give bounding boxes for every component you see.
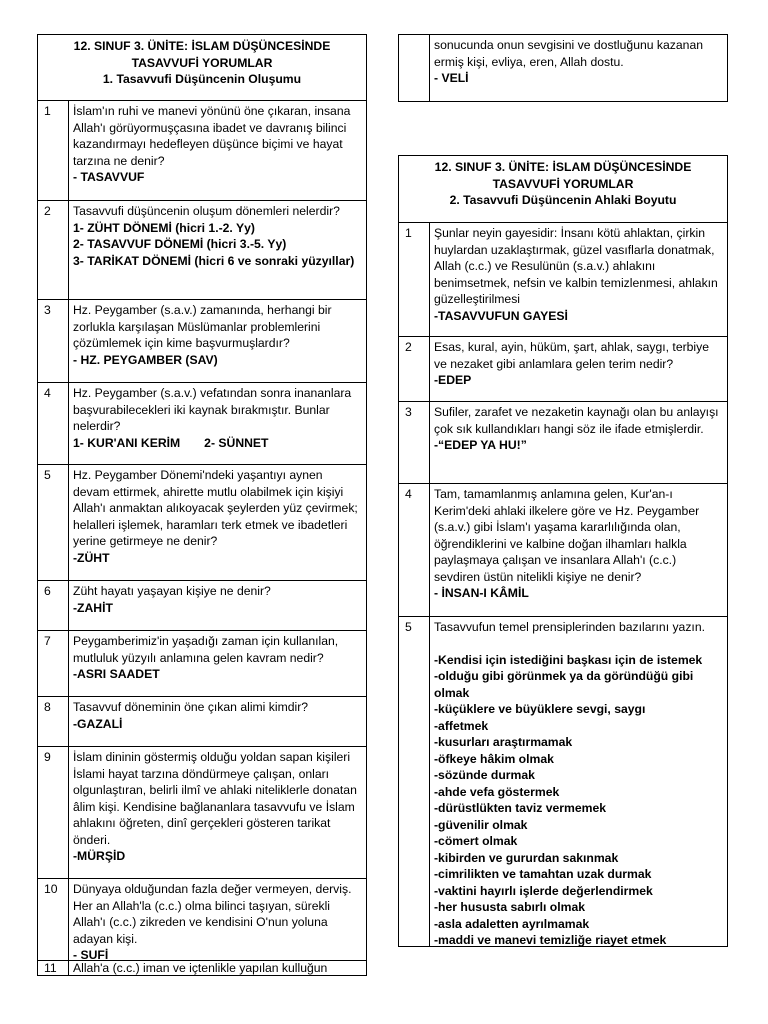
question-text: Şunlar neyin gayesidir: İnsanı kötü ahlaktan, çirkin huylardan uzaklaştırmak, güzel vasıflarla donatmak, Allah (c.c.) ve Resulünün (s.a.v.) ahlakını benimsetmek, nefsin ve kalbin temizlenmesi, ahlakın güzelleştirilmesi	[434, 226, 718, 306]
table-row	[38, 201, 366, 300]
answer-text: -ASRI SAADET	[73, 667, 160, 681]
table-row	[399, 337, 727, 402]
answer-text: -TASAVVUFUN GAYESİ	[434, 308, 568, 323]
answer-text: -ZAHİT	[73, 600, 113, 615]
row-number: 8	[38, 697, 69, 746]
row-content	[69, 697, 366, 746]
answer-text: -GAZALİ	[73, 716, 123, 731]
answer-text: 3- TARİKAT DÖNEMİ (hicri 6 ve sonraki yüzyıllar)	[73, 253, 355, 268]
question-text: Esas, kural, ayin, hüküm, şart, ahlak, saygı, terbiye ve nezaket gibi anlamlara gelen terim nedir?	[434, 340, 710, 371]
row-content	[69, 631, 366, 696]
row-content	[69, 961, 366, 975]
principle-item: -her hususta sabırlı olmak	[434, 900, 586, 914]
question-text: Tam, tamamlanmış anlamına gelen, Kur'an-ı Kerim'deki ahlaki ilkelere göre ve Hz. Peygamber (s.a.v.) gibi İslam'ı yaşama kararlılığında olan, öğrendiklerini ve kalbine doğan ilhamları halkla paylaşmaya çalışan ve insanlara Allah'ı (c.c.) sevdiren üstün nitelikli kişiye ne denir?	[434, 487, 700, 584]
principle-item: -vaktini hayırlı işlerde değerlendirmek	[434, 883, 653, 898]
row-content	[430, 35, 727, 101]
table-row	[38, 383, 366, 465]
row-content	[69, 383, 366, 464]
row-content	[69, 581, 366, 630]
principle-item: -küçüklere ve büyüklere sevgi, saygı	[434, 702, 646, 716]
principle-item: -Kendisi için istediğini başkası için de istemek	[434, 652, 703, 667]
question-text: Hz. Peygamber (s.a.v.) zamanında, herhangi bir zorlukla karşılaşan Müslümanlar problemlerini çözümlemek için kime başvurmuşlardır?	[73, 303, 332, 350]
row-content	[69, 747, 366, 878]
principle-item: -olduğu gibi görünmek ya da göründüğü gibi olmak	[434, 669, 694, 700]
header-line-2: TASAVVUFİ YORUMLAR	[492, 176, 634, 191]
principle-item: -öfkeye hâkim olmak	[434, 751, 554, 766]
table-row	[38, 101, 366, 201]
row-number: 3	[399, 402, 430, 483]
row-number: 5	[38, 465, 69, 580]
principle-item: -ahde vefa göstermek	[434, 784, 560, 799]
answer-text: -ZÜHT	[73, 550, 110, 565]
question-text: Dünyaya olduğundan fazla değer vermeyen, derviş. Her an Allah'la (c.c.) olma bilinci taşıyan, sürekli Allah'ı (c.c.) zikreden ve kendisini O'nun yoluna adayan kişi.	[73, 882, 352, 946]
row-number: 1	[38, 101, 69, 200]
question-text: Tasavvufi düşüncenin oluşum dönemleri nelerdir?	[73, 204, 340, 218]
question-text: Hz. Peygamber Dönemi'ndeki yaşantıyı aynen devam ettirmek, ahirette mutlu olabilmek için kişiyi Allah'ı anmaktan alıkoyacak şeylerden yüz çevirmek; helalleri işlemek, haramları terk etmek ve ibadetleri yerine getirmeye ne denir?	[73, 468, 358, 548]
table-row	[38, 631, 366, 697]
table-row	[399, 402, 727, 484]
table-row	[399, 617, 727, 946]
question-text: İslam'ın ruhi ve manevi yönünü öne çıkaran, insana Allah'ı görüyormuşçasına ibadet ve davranış bilinci kazandırmayı hedefleyen düşünce biçimi ve hayat tarzına ne denir?	[73, 104, 351, 168]
principle-item: -asla adaletten ayrılmamak	[434, 916, 590, 931]
left-table-header	[38, 35, 366, 101]
principle-item: -dürüstlükten taviz vermemek	[434, 801, 607, 815]
principle-item: -maddi ve manevi temizliğe riayet etmek	[434, 933, 667, 947]
row-number: 3	[38, 300, 69, 382]
row-number: 5	[399, 617, 430, 946]
row-content	[430, 484, 727, 616]
principle-item: -kibirden ve gururdan sakınmak	[434, 850, 619, 865]
row-content	[430, 402, 727, 483]
principle-item: -sözünde durmak	[434, 768, 535, 782]
answer-text: 1- KUR'ANI KERİM	[73, 435, 181, 450]
answer-text: - SUFİ	[73, 948, 109, 962]
principle-item: -güvenilir olmak	[434, 817, 528, 832]
row-number: 4	[399, 484, 430, 616]
row-number: 7	[38, 631, 69, 696]
question-text: Züht hayatı yaşayan kişiye ne denir?	[73, 584, 271, 598]
question-text: Hz. Peygamber (s.a.v.) vefatından sonra inananlara başvurabilecekleri iki kaynak bırakmıştır. Bunlar nelerdir?	[73, 386, 352, 433]
row-content	[430, 617, 727, 946]
principle-item: -affetmek	[434, 718, 489, 733]
question-text: Tasavvufun temel prensiplerinden bazılarını yazın.	[434, 620, 705, 634]
row-number: 2	[38, 201, 69, 299]
table-row	[38, 300, 366, 383]
answer-text: - VELİ	[434, 71, 469, 85]
table-row	[38, 697, 366, 747]
row-number: 9	[38, 747, 69, 878]
row-content	[69, 879, 366, 960]
question-text: Sufiler, zarafet ve nezaketin kaynağı olan bu anlayışı çok sık kullandıkları hangi söz ile ifade etmişlerdir.	[434, 405, 719, 436]
row-content	[430, 223, 727, 336]
right-table-header	[399, 156, 727, 223]
table-row	[38, 581, 366, 631]
question-text: Peygamberimiz'in yaşadığı zaman için kullanılan, mutluluk yüzyılı anlamına gelen kavram nedir?	[73, 634, 339, 665]
row-number: 1	[399, 223, 430, 336]
row-number: 10	[38, 879, 69, 960]
principle-item: -cömert olmak	[434, 834, 518, 848]
header-line-1: 12. SINUF 3. ÜNİTE: İSLAM DÜŞÜNCESİNDE	[73, 39, 331, 53]
answer-text: 2- SÜNNET	[204, 435, 269, 450]
table-row	[399, 223, 727, 337]
answer-text: 1- ZÜHT DÖNEMİ (hicri 1.-2. Yy)	[73, 220, 255, 235]
left-table	[37, 34, 367, 976]
answer-text: - TASAVVUF	[73, 170, 145, 184]
answer-text: -MÜRŞİD	[73, 849, 126, 863]
answer-line	[73, 435, 362, 452]
table-row	[38, 879, 366, 961]
principle-item: -kusurları araştırmamak	[434, 735, 573, 749]
answer-text: - İNSAN-I KÂMİL	[434, 586, 529, 600]
header-line-1: 12. SINUF 3. ÜNİTE: İSLAM DÜŞÜNCESİNDE	[434, 160, 692, 174]
table-row	[399, 484, 727, 617]
row-number: 4	[38, 383, 69, 464]
question-text: İslam dininin göstermiş olduğu yoldan sapan kişileri İslami hayat tarzına döndürmeye çalışan, onları olgunlaştıran, belirli ilmî ve ahlaki niteliklerle donatan âlim kişi. Kendisine bağlananlara tasavvufu ve İslam ahlakını öğreten, dinî gerçekleri gösteren tarikat önderi.	[73, 750, 357, 847]
row-content	[69, 300, 366, 382]
answer-text: -“EDEP YA HU!”	[434, 438, 527, 452]
row-number	[399, 35, 430, 101]
table-row	[38, 961, 366, 975]
right-table	[398, 155, 728, 947]
row-number: 11	[38, 961, 69, 975]
row-number: 2	[399, 337, 430, 401]
row-content	[430, 337, 727, 401]
row-content	[69, 101, 366, 200]
principle-item: -cimrilikten ve tamahtan uzak durmak	[434, 867, 652, 881]
question-text: sonucunda onun sevgisini ve dostluğunu kazanan ermiş kişi, evliya, eren, Allah dostu.	[434, 38, 703, 69]
question-text: Tasavvuf döneminin öne çıkan alimi kimdir?	[73, 700, 309, 714]
table-row	[38, 465, 366, 581]
header-line-2: TASAVVUFİ YORUMLAR	[131, 55, 273, 70]
header-line-3: 1. Tasavvufi Düşüncenin Oluşumu	[102, 72, 302, 86]
answer-text: 2- TASAVVUF DÖNEMİ (hicri 3.-5. Yy)	[73, 237, 287, 251]
header-line-3: 2. Tasavvufi Düşüncenin Ahlaki Boyutu	[449, 193, 677, 207]
continuation-table	[398, 34, 728, 102]
row-content	[69, 201, 366, 299]
table-row	[38, 747, 366, 879]
answer-text: - HZ. PEYGAMBER (SAV)	[73, 352, 218, 367]
question-text: Allah'a (c.c.) iman ve içtenlikle yapılan kulluğun	[73, 961, 328, 975]
row-number: 6	[38, 581, 69, 630]
answer-text: -EDEP	[434, 373, 472, 387]
row-content	[69, 465, 366, 580]
